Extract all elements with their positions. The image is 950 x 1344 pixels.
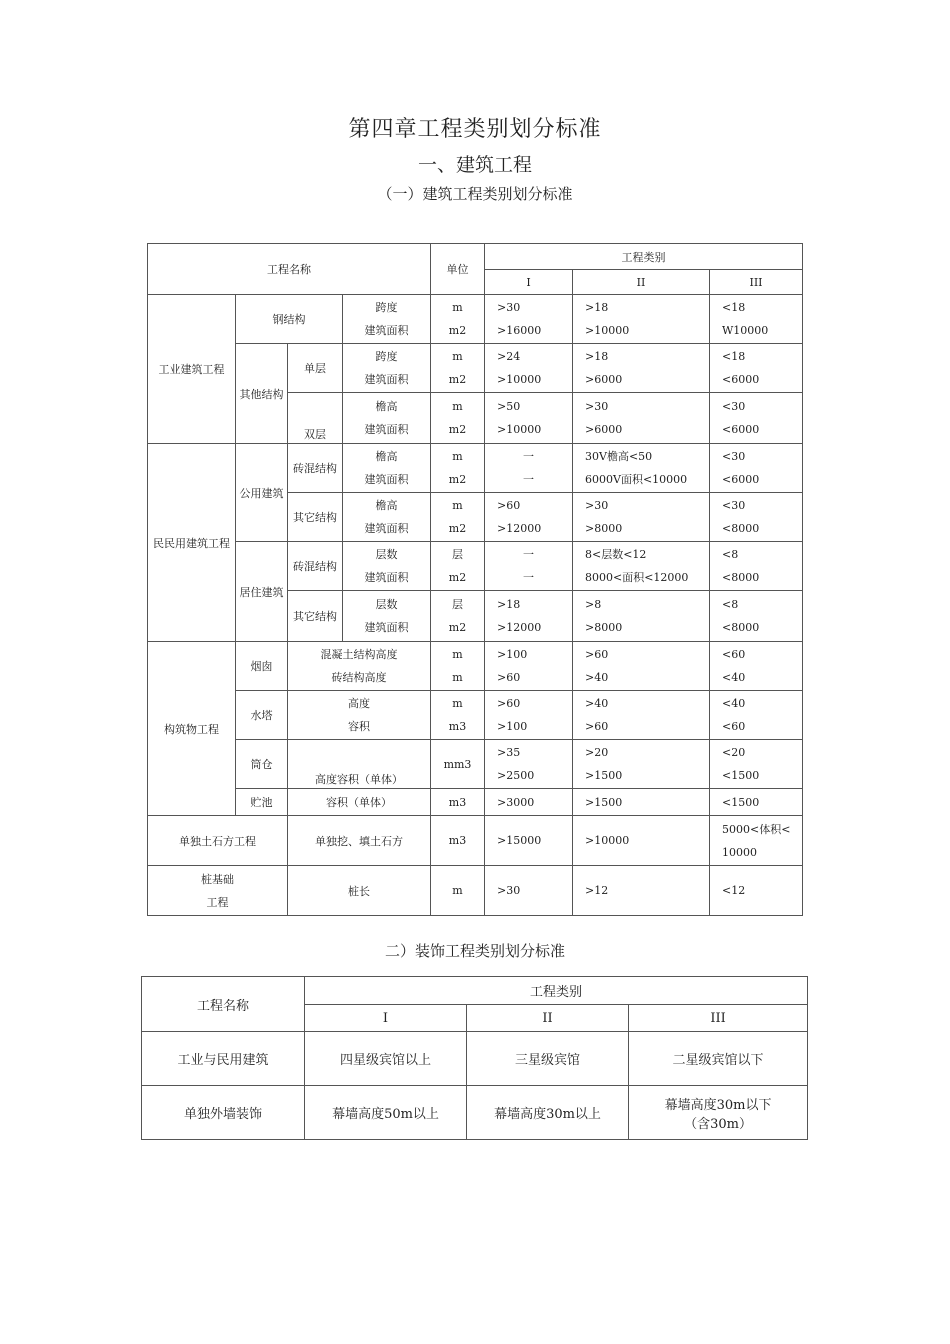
header-class-1: I [305, 1005, 467, 1032]
double-storey: 双层 [288, 393, 343, 444]
class2-cell: >30 >8000 [573, 493, 710, 542]
class1-cell: >100 >60 [485, 642, 573, 691]
decoration-category-table [141, 976, 808, 1140]
param-cell: 单独挖、填土石方 [288, 816, 431, 866]
header-class-1: I [485, 270, 573, 295]
unit-cell: m m2 [431, 344, 485, 393]
group-industrial: 工业建筑工程 [148, 295, 236, 444]
pool: 贮池 [236, 789, 288, 816]
section-title: 一、建筑工程 [417, 154, 532, 176]
single-storey: 单层 [288, 344, 343, 393]
water-tower: 水塔 [236, 691, 288, 740]
class1-cell: >18 >12000 [485, 591, 573, 642]
unit-cell: m m3 [431, 691, 485, 740]
class3-cell: 幕墙高度30m以下 （含30m） [629, 1086, 808, 1140]
class2-cell: >12 [573, 866, 710, 916]
steel-structure: 钢结构 [236, 295, 343, 344]
param-cell: 跨度 建筑面积 [343, 295, 431, 344]
unit-cell: m m2 [431, 393, 485, 444]
class3-cell: <20 <1500 [710, 740, 803, 789]
class1-cell: >60 >12000 [485, 493, 573, 542]
class1-cell: 幕墙高度50m以上 [305, 1086, 467, 1140]
header-class-3: III [710, 270, 803, 295]
pile-foundation-project: 桩基础 工程 [148, 866, 288, 916]
class1-cell: >24 >10000 [485, 344, 573, 393]
chapter-title: 第四章工程类别划分标准 [348, 117, 602, 142]
unit-cell: 层 m2 [431, 591, 485, 642]
header-category: 工程类别 [305, 977, 808, 1005]
param-cell: 混凝土结构高度 砖结构高度 [288, 642, 431, 691]
param-cell: 檐高 建筑面积 [343, 393, 431, 444]
other-structure: 其他结构 [236, 344, 288, 444]
public-building: 公用建筑 [236, 444, 288, 542]
class1-cell: >3000 [485, 789, 573, 816]
param-cell: 桩长 [288, 866, 431, 916]
class1-cell: 一 一 [485, 542, 573, 591]
class3-cell: <30 <6000 [710, 393, 803, 444]
class2-cell: 30V檐高<50 6000V面积<10000 [573, 444, 710, 493]
class3-cell: <8 <8000 [710, 591, 803, 642]
silo: 筒仓 [236, 740, 288, 789]
class3-cell: <18 <6000 [710, 344, 803, 393]
class3-cell: <1500 [710, 789, 803, 816]
other-structure-2: 其它结构 [288, 493, 343, 542]
residential-building: 居住建筑 [236, 542, 288, 642]
unit-cell: m m2 [431, 295, 485, 344]
header-class-2: II [467, 1005, 629, 1032]
class3-cell: <30 <8000 [710, 493, 803, 542]
class1-cell: >15000 [485, 816, 573, 866]
class1-cell: >60 >100 [485, 691, 573, 740]
class3-cell: <30 <6000 [710, 444, 803, 493]
class3-cell: <60 <40 [710, 642, 803, 691]
class3-cell: <40 <60 [710, 691, 803, 740]
param-cell: 檐高 建筑面积 [343, 444, 431, 493]
brick-structure: 砖混结构 [288, 444, 343, 493]
class2-cell: 8<层数<12 8000<面积<12000 [573, 542, 710, 591]
header-project-name: 工程名称 [142, 977, 305, 1032]
param-cell: 层数 建筑面积 [343, 591, 431, 642]
class3-cell: <18 W10000 [710, 295, 803, 344]
class2-cell: >10000 [573, 816, 710, 866]
other-structure-2: 其它结构 [288, 591, 343, 642]
class2-cell: 三星级宾馆 [467, 1032, 629, 1086]
unit-cell: m [431, 866, 485, 916]
param-cell: 层数 建筑面积 [343, 542, 431, 591]
class2-cell: >18 >10000 [573, 295, 710, 344]
row-name: 工业与民用建筑 [142, 1032, 305, 1086]
unit-cell: m m [431, 642, 485, 691]
class1-cell: >30 [485, 866, 573, 916]
header-class-3: III [629, 1005, 808, 1032]
unit-cell: mm3 [431, 740, 485, 789]
chimney: 烟囱 [236, 642, 288, 691]
class1-cell: 四星级宾馆以上 [305, 1032, 467, 1086]
building-category-table [147, 243, 803, 916]
class2-cell: >8 >8000 [573, 591, 710, 642]
class1-cell: 一 一 [485, 444, 573, 493]
param-cell: 高度容积（单体） [288, 740, 431, 789]
class2-cell: 幕墙高度30m以上 [467, 1086, 629, 1140]
unit-cell: m m2 [431, 444, 485, 493]
class3-cell: 5000<体积< 10000 [710, 816, 803, 866]
group-structures: 构筑物工程 [148, 642, 236, 816]
class3-cell: <8 <8000 [710, 542, 803, 591]
earthwork-project: 单独土石方工程 [148, 816, 288, 866]
class2-cell: >20 >1500 [573, 740, 710, 789]
header-class-2: II [573, 270, 710, 295]
unit-cell: m3 [431, 816, 485, 866]
class2-cell: >40 >60 [573, 691, 710, 740]
header-unit: 单位 [431, 244, 485, 295]
class1-cell: >50 >10000 [485, 393, 573, 444]
class2-cell: >60 >40 [573, 642, 710, 691]
class1-cell: >35 >2500 [485, 740, 573, 789]
param-cell: 容积（单体） [288, 789, 431, 816]
class2-cell: >18 >6000 [573, 344, 710, 393]
class2-cell: >1500 [573, 789, 710, 816]
class1-cell: >30 >16000 [485, 295, 573, 344]
class3-cell: <12 [710, 866, 803, 916]
class3-cell: 二星级宾馆以下 [629, 1032, 808, 1086]
param-cell: 跨度 建筑面积 [343, 344, 431, 393]
brick-structure: 砖混结构 [288, 542, 343, 591]
table2-title: 二）装饰工程类别划分标准 [384, 942, 565, 960]
table1-title: （一）建筑工程类别划分标准 [377, 185, 573, 203]
param-cell: 高度 容积 [288, 691, 431, 740]
group-civil: 民民用建筑工程 [148, 444, 236, 642]
row-name: 单独外墙装饰 [142, 1086, 305, 1140]
unit-cell: 层 m2 [431, 542, 485, 591]
class2-cell: >30 >6000 [573, 393, 710, 444]
unit-cell: m m2 [431, 493, 485, 542]
param-cell: 檐高 建筑面积 [343, 493, 431, 542]
unit-cell: m3 [431, 789, 485, 816]
header-project-name: 工程名称 [148, 244, 431, 295]
header-category: 工程类别 [485, 244, 803, 270]
